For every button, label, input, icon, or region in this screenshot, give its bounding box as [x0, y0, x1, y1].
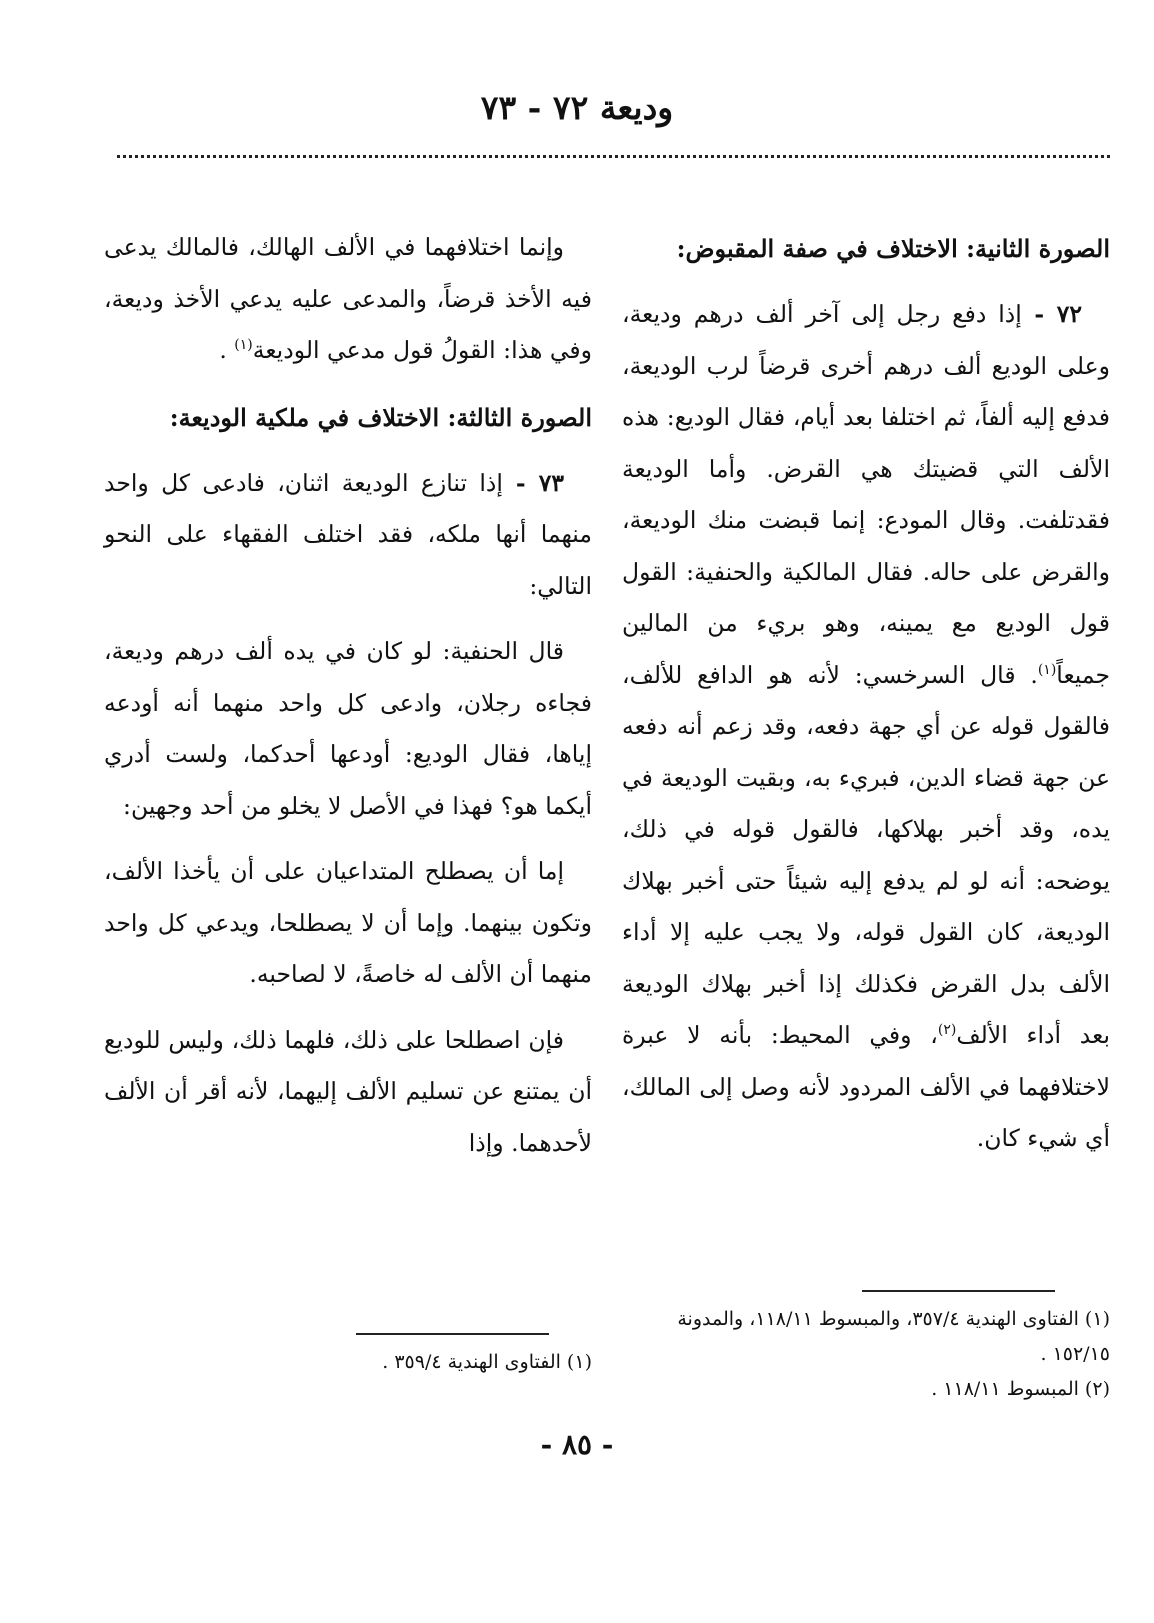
footnote-right-1: (١) الفتاوى الهندية ٣٥٧/٤، والمبسوط ١١٨/١١، والمدونة ١٥٢/١٥ . [677, 1308, 1110, 1365]
footnote-rule-left [356, 1333, 549, 1335]
footnote-ref-left-1: (١) [234, 337, 253, 354]
paragraph-72 [622, 289, 1110, 1165]
paragraph-continuation [104, 222, 592, 377]
paragraph-continuation-text-b: . [219, 336, 235, 364]
paragraph-two-cases: إما أن يصطلح المتداعيان على أن يأخذا الألف، وتكون بينهما. وإما أن لا يصطلحا، ويدعي كل واحد منهما أن الألف له خاصةً، لا لصاحبه. [104, 857, 592, 988]
paragraph-number-72: ٧٢ - [1021, 300, 1082, 328]
paragraph-73 [104, 458, 592, 613]
paragraph-hanafi: قال الحنفية: لو كان في يده ألف درهم وديعة، فجاءه رجلان، وادعى كل واحد منهما أنه أودعه إياها، فقال الوديع: أودعها أحدكما، ولست أدري أيكما هو؟ فهذا في الأصل لا يخلو من أحد وجهين: [104, 637, 592, 820]
paragraph-72-text-b: . قال السرخسي: لأنه هو الدافع للألف، فالقول قوله عن أي جهة دفعه، وقد زعم أنه دفعه عن جهة قضاء الدين، فبريء به، وبقيت الوديعة في يده، وقد أخبر بهلاكها، فالقول قوله في ذلك، يوضحه: أنه لو لم يدفع إليه شيئاً حتى أخبر بهلاك الوديعة، كان القول قوله، ولا يجب عليه إلا أداء الألف بدل القرض فكذلك إذا أخبر بهلاك الوديعة بعد أداء الألف [622, 660, 1110, 1049]
footnote-right-2: (٢) المبسوط ١١٨/١١ . [931, 1378, 1110, 1400]
section-heading-second-form: الصورة الثانية: الاختلاف في صفة المقبوض: [676, 234, 1110, 263]
paragraph-continuation-text-a: وإنما اختلافهما في الألف الهالك، فالمالك يدعى فيه الأخذ قرضاً، والمدعى عليه يدعي الأخذ وديعة، وفي هذا: القولُ قول مدعي الوديعة [104, 233, 592, 364]
footnotes-right [622, 1302, 1110, 1407]
page-header-title: وديعة ٧٢ - ٧٣ [480, 88, 674, 127]
paragraph-72-text-a: إذا دفع رجل إلى آخر ألف درهم وديعة، وعلى الوديع ألف درهم أخرى قرضاً لرب الوديعة، فدفع إليه ألفاً، ثم اختلفا بعد أيام، فقال الوديع: هذه الألف التي قضيتك هي القرض. وأما الوديعة فقدتلفت. وقال المودع: إنما قبضت منك الوديعة، والقرض على حاله. فقال المالكية والحنفية: القول قول الوديع مع يمينه، وهو بريء من المالين جميعاً [622, 300, 1110, 689]
paragraph-73-text: إذا تنازع الوديعة اثنان، فادعى كل واحد منهما أنها ملكه، فقد اختلف الفقهاء على النحو التالي: [104, 468, 592, 600]
right-column [622, 222, 1110, 1179]
section-heading-third-form: الصورة الثالثة: الاختلاف في ملكية الوديعة: [169, 402, 592, 432]
page-number: - ٨٥ - [540, 1428, 614, 1461]
paragraph-number-73: ٧٣ - [502, 468, 564, 497]
footnote-left-1: (١) الفتاوى الهندية ٣٥٩/٤ . [382, 1351, 592, 1373]
left-column [104, 222, 592, 1183]
footnotes-left [104, 1345, 592, 1380]
header-dotted-rule [117, 155, 1110, 158]
footnote-ref-2: (٢) [937, 1022, 957, 1039]
footnote-rule-right [862, 1290, 1055, 1292]
paragraph-72-text-c: ، وفي المحيط: بأنه لا عبرة لاختلافهما في الألف المردود لأنه وصل إلى المالك، أي شيء كان. [622, 1021, 1110, 1152]
paragraph-agreement: فإن اصطلحا على ذلك، فلهما ذلك، وليس للوديع أن يمتنع عن تسليم الألف إليهما، لأنه أقر أن الألف لأحدهما. وإذا [104, 1025, 592, 1157]
footnote-ref-1: (١) [1037, 661, 1057, 678]
